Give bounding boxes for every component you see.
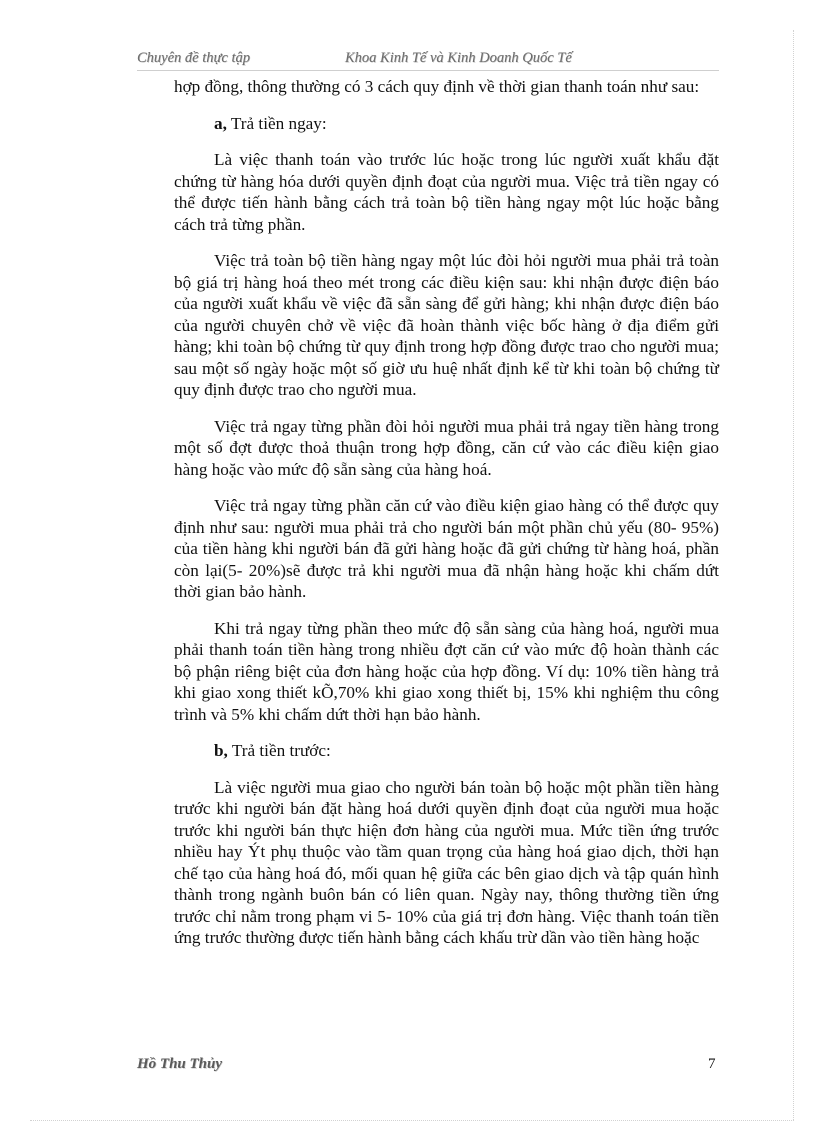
section-heading-b-label: b, [214,741,228,760]
paragraph-partial-by-delivery: Việc trả ngay từng phần căn cứ vào điều kiện giao hàng có thể được quy định như sau: người mua phải trả cho người bán một phần chủ yếu (80- 95%) của tiền hàng khi người bán đã gửi hàng hoặc đã gửi chứng từ hàng hoá, phần còn lại(5- 20%)sẽ được trả khi người mua đã nhận hàng hoặc khi chấm dứt thời gian bảo hành. [174,496,719,601]
footer-author: Hồ Thu Thủy [137,1056,223,1072]
paragraph-partial-by-readiness: Khi trả ngay từng phần theo mức độ sẵn sàng của hàng hoá, người mua phải thanh toán tiền hàng trong nhiều đợt căn cứ vào mức độ hoàn thành các bộ phận riêng biệt của đơn hàng hoặc của hợp đồng. Ví dụ: 10% tiền hàng trả khi giao xong thiết kÕ,70% khi giao xong thiết bị, 15% khi nghiệm thu công trình và 5% khi chấm dứt thời hạn bảo hành. [174,618,719,724]
section-heading-a [174,113,719,135]
page-frame-right [793,30,794,1120]
paragraph-immediate-payment-definition: Là việc thanh toán vào trước lúc hoặc trong lúc người xuất khẩu đặt chứng từ hàng hóa dưới quyền định đoạt của người mua. Việc trả tiền ngay có thể được tiến hành bằng cách trả toàn bộ tiền hàng ngay một lúc hoặc bằng cách trả từng phần. [174,150,719,234]
document-body [174,76,719,949]
header-right-title: Khoa Kinh Tế và Kinh Doanh Quốc Tế [345,50,572,66]
section-heading-a-label: a, [214,113,227,133]
section-heading-a-text: Trả tiền ngay: [226,113,327,133]
page-number: 7 [708,1056,716,1072]
paragraph-full-payment-conditions: Việc trả toàn bộ tiền hàng ngay một lúc đòi hỏi người mua phải trả toàn bộ giá trị hàng hoá theo mét trong các điều kiện sau: khi nhận được điện báo của người xuất khẩu về việc đã sẵn sàng để gửi hàng; khi nhận được điện báo của người chuyên chở về việc đã hoàn thành việc bốc hàng ở địa điểm gửi hàng; khi toàn bộ chứng từ quy định trong hợp đồng được trao cho người mua; sau một số ngày hoặc một số giờ ưu huệ nhất định kể từ khi toàn bộ chứng từ quy định được trao cho người mua. [174,251,719,399]
page-frame-bottom [30,1120,794,1121]
paragraph-advance-payment: Là việc người mua giao cho người bán toàn bộ hoặc một phần tiền hàng trước khi người bán đặt hàng hoá dưới quyền định đoạt của người mua hoặc trước khi người bán thực hiện đơn hàng của người mua. Mức tiền ứng trước nhiều hay Ýt phụ thuộc vào tầm quan trọng của hàng hoá giao dịch, thời hạn chế tạo của hàng hoá đó, mối quan hệ giữa các bên giao dịch và tập quán hình thành trong ngành buôn bán có liên quan. Ngày nay, thông thường tiền ứng trước chỉ nằm trong phạm vi 5- 10% của giá trị đơn hàng. Việc thanh toán tiền ứng trước thường được tiến hành bằng cách khấu trừ dần vào tiền hàng hoặc [174,777,719,947]
section-heading-b [174,740,719,762]
paragraph-continuation: hợp đồng, thông thường có 3 cách quy định về thời gian thanh toán như sau: [174,77,700,96]
header-left-title: Chuyên đề thực tập [137,50,251,66]
header-divider [137,70,719,71]
paragraph-partial-payment: Việc trả ngay từng phần đòi hỏi người mua phải trả ngay tiền hàng trong một số đợt được thoả thuận trong hợp đồng, căn cứ vào các điều kiện giao hàng hoặc vào mức độ sẵn sàng của hàng hoá. [174,416,719,479]
page-header [137,50,697,68]
section-heading-b-text: Trả tiền trước: [227,741,331,760]
